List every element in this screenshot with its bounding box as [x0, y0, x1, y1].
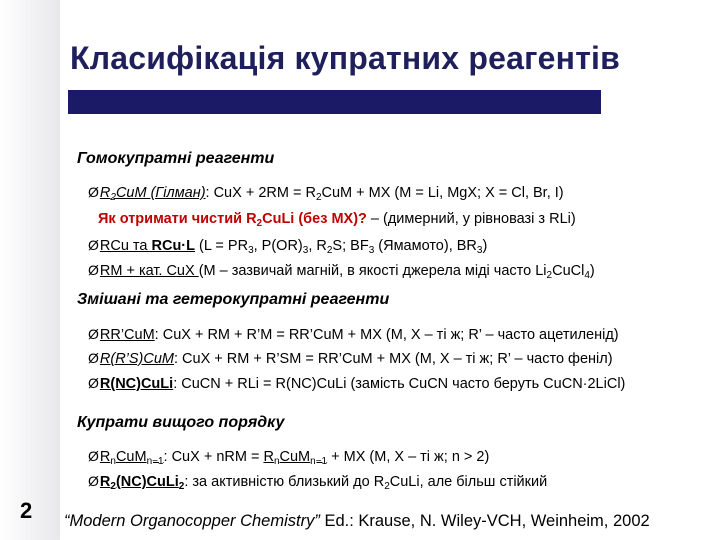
bullet-rn-cumn: $ØR_nCuM_{n-1}$: CuX + nRM = $R_nCuM_{n-1}$ + MX (M, X – ті ж; n > 2): [88, 448, 490, 467]
arrow-bullet-icon: Ø: [88, 375, 99, 391]
arrow-bullet-icon: Ø: [88, 473, 99, 489]
slide-number: 2: [20, 498, 33, 523]
left-gradient-bar: [0, 0, 60, 540]
title-underline-bar: [68, 90, 601, 114]
arrow-bullet-icon: Ø: [88, 262, 99, 278]
section-heading-homocuprates: Гомокупратні реагенти: [77, 150, 275, 167]
bullet-catalytic-cux: ØRM + кат. CuX (M – зазвичай магній, в якості джерела міді часто $Li_2CuCl_4$): [88, 262, 595, 281]
bullet-rr-cum: ØRR’CuM: CuX + RM + R’M = RR’CuM + MX (M, X – ті ж; R’ – часто ацетиленід): [88, 326, 619, 343]
slide-title: Класифікація купратних реагентів: [70, 40, 621, 76]
gilman-label: $R_2CuM$ (Гілман): [99, 185, 206, 203]
section-heading-mixed: Змішані та гетерокупратні реагенти: [77, 291, 390, 308]
bullet-gilman: $ØR_2CuM$ (Гілман): CuX + $2RM = R_2CuM$ + MX (M = Li, MgX; X = Cl, Br, I): [88, 184, 564, 203]
citation-details: Ed.: Krause, N. Wiley-VCH, Weinheim, 2002: [319, 512, 650, 530]
reference-citation: [64, 512, 650, 531]
section-heading-higher-order: Купрати вищого порядку: [77, 414, 285, 431]
book-title: “Modern Organocopper Chemistry”: [64, 512, 320, 530]
arrow-bullet-icon: Ø: [88, 184, 99, 200]
bullet-r-nc-culi: ØR(NC)CuLi: CuCN + RLi = R(NC)CuLi (замість CuCN часто беруть CuCN·2LiCl): [88, 375, 626, 392]
arrow-bullet-icon: Ø: [88, 237, 99, 253]
question-pure-cuprate: Як отримати чистий $R_2CuLi$ (без MX)? – (димерний, у рівновазі з RLi): [98, 211, 576, 229]
bullet-rcu-yamamoto: ØRCu та RCu·L ($L = PR_3$, $P(OR)_3$, $R_2S$; $BF_3$ (Ямамото), $BR_3$): [88, 237, 488, 256]
arrow-bullet-icon: Ø: [88, 448, 99, 464]
bullet-r-rs-cum: ØR(R’S)CuM: CuX + RM + R’SM = RR’CuM + MX (M, X – ті ж; R’ – часто феніл): [88, 350, 613, 367]
arrow-bullet-icon: Ø: [88, 326, 99, 342]
arrow-bullet-icon: Ø: [88, 350, 99, 366]
bullet-r2-nc-culi2: $ØR_2(NC)CuLi_2$: за активністю близький до $R_2CuLi$, але більш стійкий: [88, 473, 548, 492]
